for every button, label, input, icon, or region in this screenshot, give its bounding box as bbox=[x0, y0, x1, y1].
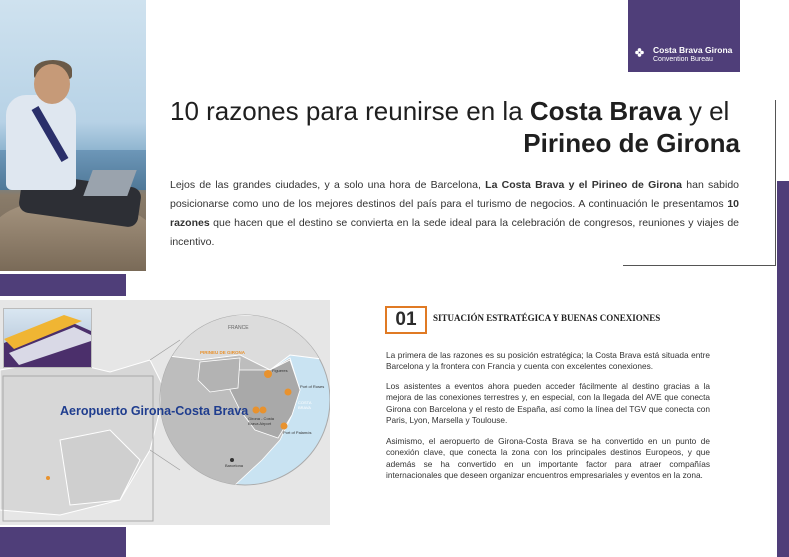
logo-line2: Convention Bureau bbox=[653, 56, 713, 63]
map-label-barcelona: Barcelona bbox=[225, 463, 244, 468]
map-label-girona-airport: Girona - Costa Brava Airport bbox=[248, 416, 275, 426]
intro-bold-1: La Costa Brava y el Pirineo de Girona bbox=[485, 179, 682, 191]
intro-text-1: Lejos de las grandes ciudades, y a solo una hora de Barcelona, bbox=[170, 179, 486, 191]
intro-bold-2: 10 razones bbox=[170, 198, 739, 229]
map-label-port-roses: Port of Roses bbox=[300, 384, 325, 389]
logo-line1: Costa Brava Girona bbox=[653, 45, 733, 55]
train-icon bbox=[4, 309, 91, 367]
right-purple-strip bbox=[777, 181, 789, 557]
page-title bbox=[170, 95, 740, 159]
title-suffix: y el bbox=[681, 96, 730, 126]
title-prefix: 10 razones para reunirse en la bbox=[170, 96, 530, 126]
divider-vertical bbox=[775, 100, 776, 265]
businessman-photo bbox=[0, 0, 146, 271]
map-label-figueres: Figueres bbox=[272, 368, 288, 373]
left-purple-bar-top bbox=[0, 274, 126, 296]
flower-logo-icon bbox=[635, 48, 644, 57]
convention-bureau-logo bbox=[628, 0, 740, 72]
intro-text-2: han sabido posicionarse como uno de los mejores destinos del país para el turismo de negocios. A continuación le presentamos bbox=[170, 179, 739, 210]
left-purple-bar-bottom bbox=[0, 527, 126, 557]
intro-paragraph bbox=[170, 176, 739, 252]
train-photo bbox=[3, 308, 92, 368]
map-label-costa-brava: COSTA BRAVA bbox=[298, 400, 312, 410]
title-line2: Pirineo de Girona bbox=[523, 128, 740, 158]
map-label-port-palamos: Port of Palamós bbox=[283, 430, 312, 435]
map-label-france: FRANCE bbox=[228, 325, 249, 331]
section-paragraph-1: La primera de las razones es su posición estratégica; la Costa Brava está situada entre Barcelona y la frontera con Francia y cuenta con excelentes conexiones. bbox=[386, 350, 710, 372]
intro-text-3: que hacen que el destino se convierta en la sede ideal para la celebración de congresos, reuniones y viajes de incentivo. bbox=[170, 217, 739, 248]
airport-label: Aeropuerto Girona-Costa Brava bbox=[60, 404, 249, 418]
divider-horizontal bbox=[623, 265, 776, 266]
section-paragraph-2: Los asistentes a eventos ahora pueden acceder fácilmente al destino gracias a la mejora de las conexiones terrestres y, en especial, con la llegada del AVE que conecta Girona con Barcelona y el resto de España, así como la línea del TGV que conecta con Paris, Lyon, Marsella y Toulouse. bbox=[386, 381, 710, 426]
section-number-badge: 01 bbox=[385, 306, 427, 334]
map-label-pirineu: PIRINEU DE GIRONA bbox=[200, 350, 246, 355]
section-paragraph-3: Asimismo, el aeropuerto de Girona-Costa Brava se ha convertido en un punto de conexión clave, que conecta la zona con los principales destinos Europeos, y que además se ha convertido en un importante factor para atraer compañías internacionales que deseen organizar encuentros empresariales y eventos en la zona. bbox=[386, 436, 710, 481]
title-bold: Costa Brava bbox=[529, 96, 682, 126]
section-heading: SITUACIÓN ESTRATÉGICA Y BUENAS CONEXIONES bbox=[433, 313, 661, 323]
